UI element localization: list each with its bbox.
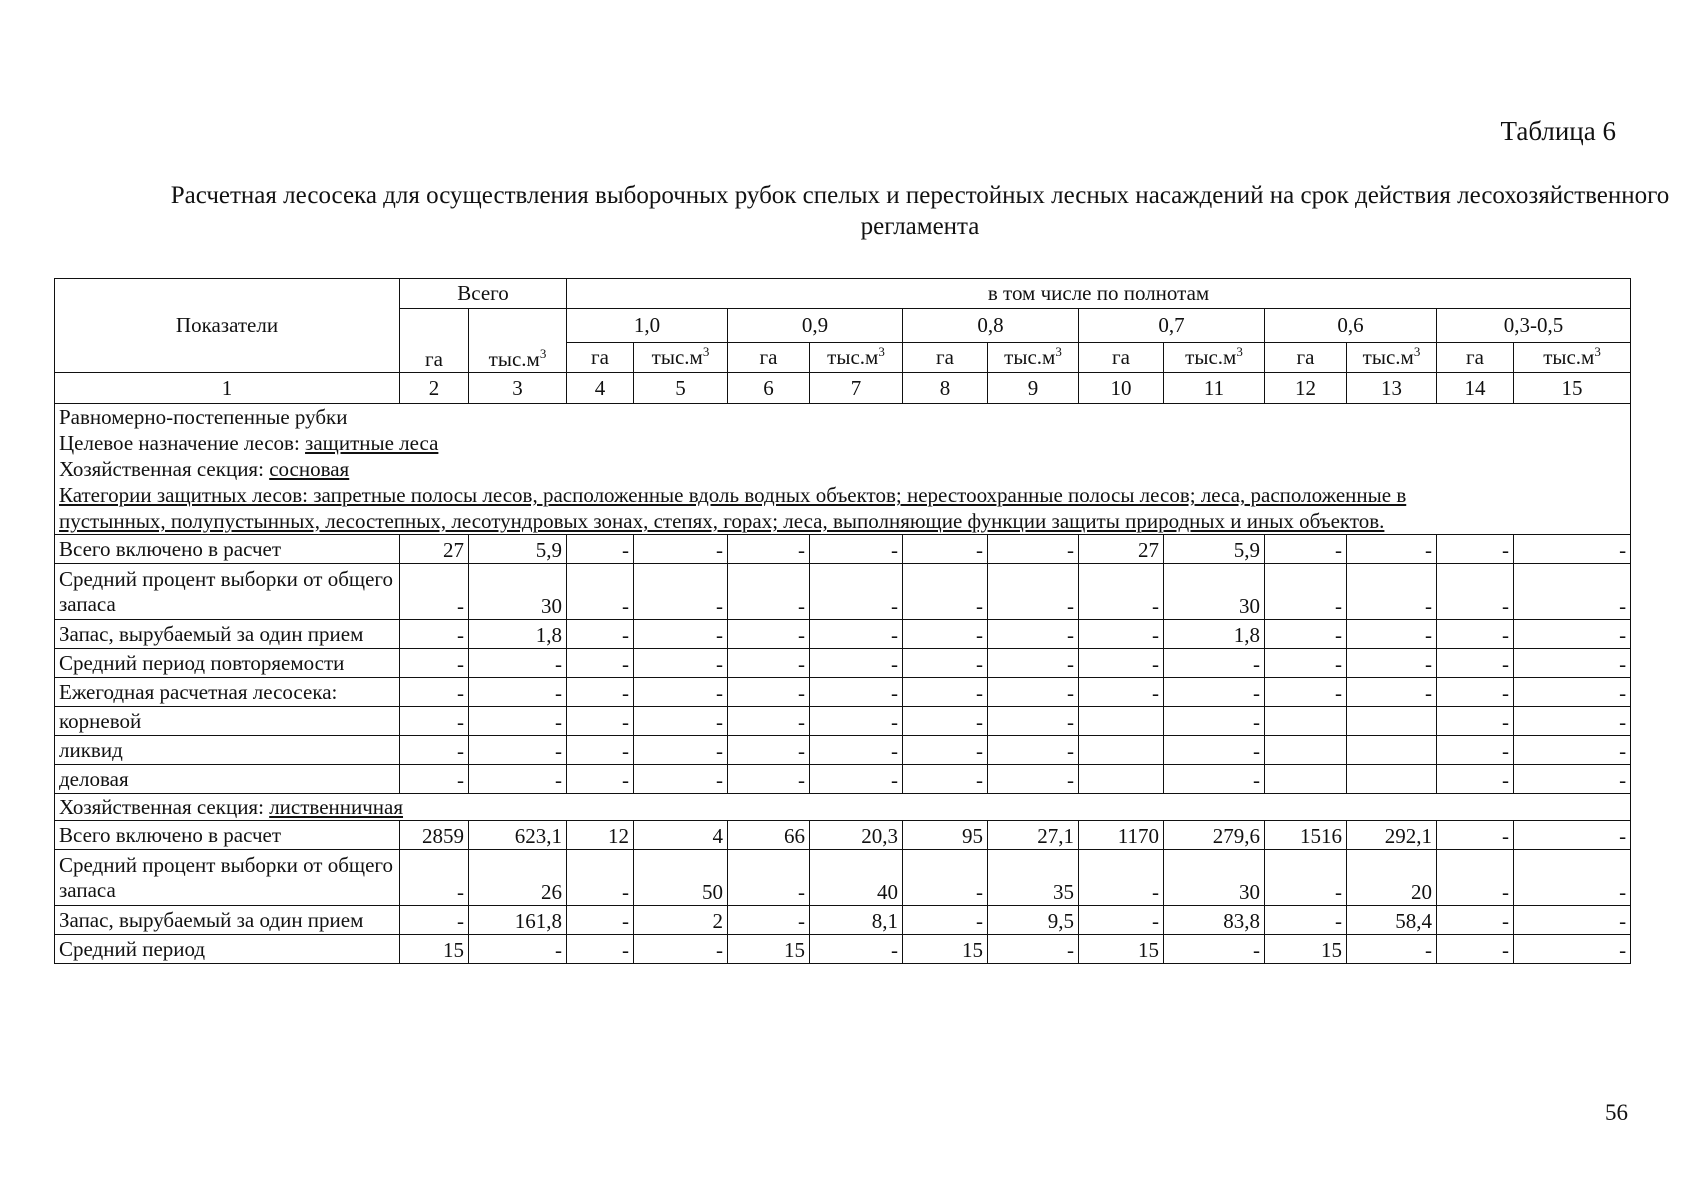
- unit-ha-header: га: [1437, 343, 1514, 373]
- table-cell: -: [903, 850, 988, 906]
- column-number: 8: [903, 373, 988, 404]
- row-label: ликвид: [55, 736, 400, 765]
- table-cell: -: [1437, 821, 1514, 850]
- table-cell: [1079, 736, 1164, 765]
- table-cell: -: [400, 765, 469, 794]
- row-label: Ежегодная расчетная лесосека:: [55, 678, 400, 707]
- table-cell: -: [567, 765, 634, 794]
- table-cell: -: [903, 707, 988, 736]
- table-cell: 9,5: [988, 906, 1079, 935]
- table-cell: 15: [400, 935, 469, 964]
- table-cell: [1265, 765, 1347, 794]
- table-cell: -: [810, 649, 903, 678]
- row-label: Запас, вырубаемый за один прием: [55, 906, 400, 935]
- table-cell: -: [567, 620, 634, 649]
- table-cell: 4: [634, 821, 728, 850]
- table-cell: -: [567, 736, 634, 765]
- total-header: Всего: [400, 279, 567, 309]
- table-cell: -: [1514, 736, 1631, 765]
- table-cell: -: [400, 678, 469, 707]
- table-cell: 20,3: [810, 821, 903, 850]
- unit-ha-header: га: [567, 343, 634, 373]
- table-row: [55, 707, 1631, 736]
- table-cell: -: [1514, 678, 1631, 707]
- table-cell: -: [567, 906, 634, 935]
- unit-ha-header: га: [1265, 343, 1347, 373]
- table-cell: -: [810, 765, 903, 794]
- unit-vol-header: $тыс.м^3$: [634, 343, 728, 373]
- table-cell: 50: [634, 850, 728, 906]
- table-cell: -: [400, 620, 469, 649]
- table-cell: -: [400, 564, 469, 620]
- density-header: 0,6: [1265, 309, 1437, 343]
- table-cell: -: [469, 707, 567, 736]
- section-header-row: [55, 794, 1631, 821]
- table-cell: 30: [1164, 564, 1265, 620]
- unit-vol-header: $тыс.м^3$: [810, 343, 903, 373]
- table-cell: -: [1164, 678, 1265, 707]
- table-row: [55, 535, 1631, 564]
- row-label: корневой: [55, 707, 400, 736]
- table-cell: -: [1437, 535, 1514, 564]
- row-label: Средний процент выборки от общего запаса: [55, 850, 400, 906]
- section-header-row: [55, 404, 1631, 535]
- table-cell: -: [1079, 678, 1164, 707]
- table-cell: -: [567, 678, 634, 707]
- column-number: 15: [1514, 373, 1631, 404]
- column-number: 2: [400, 373, 469, 404]
- column-number: 4: [567, 373, 634, 404]
- table-cell: 26: [469, 850, 567, 906]
- unit-vol-header: $тыс.м^3$: [469, 309, 567, 373]
- table-cell: [1079, 707, 1164, 736]
- table-cell: -: [988, 678, 1079, 707]
- table-cell: -: [469, 678, 567, 707]
- unit-vol-header: $тыс.м^3$: [1164, 343, 1265, 373]
- row-label: Запас, вырубаемый за один прием: [55, 620, 400, 649]
- table-cell: 30: [1164, 850, 1265, 906]
- table-cell: -: [400, 850, 469, 906]
- table-row: [55, 649, 1631, 678]
- table-cell: -: [903, 765, 988, 794]
- table-cell: 83,8: [1164, 906, 1265, 935]
- density-header: 0,7: [1079, 309, 1265, 343]
- table-cell: -: [810, 620, 903, 649]
- table-cell: -: [903, 620, 988, 649]
- table-cell: -: [634, 736, 728, 765]
- unit-ha-header: га: [728, 343, 810, 373]
- table-row: [55, 620, 1631, 649]
- column-number: 14: [1437, 373, 1514, 404]
- table-cell: [1347, 707, 1437, 736]
- density-header: 0,9: [728, 309, 903, 343]
- table-cell: -: [1437, 649, 1514, 678]
- table-cell: -: [1437, 707, 1514, 736]
- table-cell: -: [1164, 707, 1265, 736]
- table-cell: 30: [469, 564, 567, 620]
- table-cell: -: [1079, 564, 1164, 620]
- row-label: Средний процент выборки от общего запаса: [55, 564, 400, 620]
- table-cell: -: [903, 736, 988, 765]
- table-row: [55, 850, 1631, 906]
- table-cell: -: [810, 935, 903, 964]
- table-row: [55, 765, 1631, 794]
- table-cell: 623,1: [469, 821, 567, 850]
- table-cell: -: [1265, 850, 1347, 906]
- table-cell: 1516: [1265, 821, 1347, 850]
- table-row: [55, 821, 1631, 850]
- table-cell: -: [1514, 535, 1631, 564]
- table-cell: [1265, 736, 1347, 765]
- table-cell: -: [1347, 935, 1437, 964]
- section-header: [55, 794, 1631, 821]
- table-cell: -: [567, 707, 634, 736]
- table-row: [55, 678, 1631, 707]
- table-cell: 15: [728, 935, 810, 964]
- table-cell: -: [1514, 850, 1631, 906]
- table-cell: -: [1265, 678, 1347, 707]
- table-cell: -: [903, 564, 988, 620]
- table-cell: 66: [728, 821, 810, 850]
- table-cell: -: [469, 765, 567, 794]
- page-number: 56: [1605, 1100, 1628, 1125]
- section-line: Хозяйственная секция: лиственничная: [59, 795, 404, 819]
- table-cell: -: [634, 535, 728, 564]
- table-cell: -: [1347, 620, 1437, 649]
- table-cell: -: [1514, 707, 1631, 736]
- column-number: 13: [1347, 373, 1437, 404]
- table-cell: -: [400, 649, 469, 678]
- column-number: 5: [634, 373, 728, 404]
- unit-ha-header: га: [400, 309, 469, 373]
- table-cell: -: [469, 935, 567, 964]
- table-row: [55, 736, 1631, 765]
- table-cell: -: [1079, 850, 1164, 906]
- table-cell: 12: [567, 821, 634, 850]
- table-cell: -: [567, 935, 634, 964]
- table-cell: 27,1: [988, 821, 1079, 850]
- table-cell: -: [469, 736, 567, 765]
- table-label: Таблица 6: [1500, 116, 1616, 146]
- table-cell: -: [567, 564, 634, 620]
- section-line: Категории защитных лесов: запретные полосы лесов, расположенные вдоль водных объектов; нерестоохранные полосы лесов; леса, расположенные в: [59, 483, 1407, 507]
- table-cell: -: [728, 649, 810, 678]
- column-number: 11: [1164, 373, 1265, 404]
- table-cell: 161,8: [469, 906, 567, 935]
- column-number: 10: [1079, 373, 1164, 404]
- table-cell: -: [1347, 564, 1437, 620]
- table-cell: -: [567, 535, 634, 564]
- table-cell: -: [728, 736, 810, 765]
- by-density-header: в том числе по полнотам: [567, 279, 1631, 309]
- table-cell: -: [988, 564, 1079, 620]
- unit-ha-header: га: [903, 343, 988, 373]
- table-cell: 1,8: [1164, 620, 1265, 649]
- table-cell: -: [1514, 906, 1631, 935]
- table-cell: -: [634, 678, 728, 707]
- table-cell: -: [810, 535, 903, 564]
- table-cell: -: [728, 535, 810, 564]
- column-number: 6: [728, 373, 810, 404]
- table-cell: 279,6: [1164, 821, 1265, 850]
- table-cell: -: [988, 620, 1079, 649]
- indicators-header: Показатели: [55, 279, 400, 373]
- table-cell: -: [1514, 821, 1631, 850]
- table-cell: -: [903, 535, 988, 564]
- table-cell: -: [1514, 765, 1631, 794]
- row-label: деловая: [55, 765, 400, 794]
- table-cell: 2859: [400, 821, 469, 850]
- section-line: Равномерно-постепенные рубки: [59, 405, 348, 429]
- table-cell: 35: [988, 850, 1079, 906]
- unit-vol-header: $тыс.м^3$: [1514, 343, 1631, 373]
- table-cell: -: [400, 736, 469, 765]
- density-header: 0,8: [903, 309, 1079, 343]
- table-cell: -: [400, 707, 469, 736]
- table-cell: 95: [903, 821, 988, 850]
- table-cell: 8,1: [810, 906, 903, 935]
- column-number: 9: [988, 373, 1079, 404]
- table-cell: -: [634, 649, 728, 678]
- table-cell: -: [1347, 649, 1437, 678]
- table-cell: -: [1437, 765, 1514, 794]
- table-cell: -: [400, 906, 469, 935]
- table-cell: -: [903, 649, 988, 678]
- table-cell: 15: [1079, 935, 1164, 964]
- table-cell: -: [469, 649, 567, 678]
- table-cell: [1347, 736, 1437, 765]
- table-cell: -: [1164, 736, 1265, 765]
- table-cell: -: [1265, 564, 1347, 620]
- table-cell: 58,4: [1347, 906, 1437, 935]
- table-cell: -: [1079, 649, 1164, 678]
- table-cell: -: [1514, 649, 1631, 678]
- table-cell: -: [728, 765, 810, 794]
- section-header: [55, 404, 1631, 535]
- table-cell: -: [728, 678, 810, 707]
- table-cell: -: [1079, 620, 1164, 649]
- table-cell: -: [1079, 906, 1164, 935]
- column-number: 1: [55, 373, 400, 404]
- table-title: Расчетная лесосека для осуществления выборочных рубок спелых и перестойных лесных насаждений на срок действия лесохозяйственного регламента: [170, 182, 1670, 240]
- table-cell: -: [634, 765, 728, 794]
- table-cell: -: [810, 564, 903, 620]
- column-number: 3: [469, 373, 567, 404]
- table-cell: 15: [1265, 935, 1347, 964]
- table-cell: [1347, 765, 1437, 794]
- table-cell: 27: [400, 535, 469, 564]
- table-cell: -: [1437, 678, 1514, 707]
- density-header: 0,3-0,5: [1437, 309, 1631, 343]
- table-cell: -: [1437, 620, 1514, 649]
- allowable-cut-table: [54, 278, 1631, 964]
- row-label: Средний период повторяемости: [55, 649, 400, 678]
- section-line: Хозяйственная секция: сосновая: [59, 457, 350, 481]
- table-row: [55, 906, 1631, 935]
- row-label: Всего включено в расчет: [55, 821, 400, 850]
- table-cell: -: [634, 620, 728, 649]
- table-cell: 5,9: [469, 535, 567, 564]
- table-cell: -: [1437, 564, 1514, 620]
- table-cell: -: [728, 564, 810, 620]
- table-cell: -: [634, 935, 728, 964]
- table-cell: 5,9: [1164, 535, 1265, 564]
- table-cell: -: [1514, 935, 1631, 964]
- table-cell: -: [728, 620, 810, 649]
- table-cell: [1265, 707, 1347, 736]
- column-number-row: [55, 373, 1631, 404]
- table-cell: -: [810, 736, 903, 765]
- table-cell: -: [988, 935, 1079, 964]
- table-cell: 2: [634, 906, 728, 935]
- table-cell: -: [903, 906, 988, 935]
- table-cell: -: [1265, 535, 1347, 564]
- section-line: Целевое назначение лесов: защитные леса: [59, 431, 439, 455]
- table-row: [55, 564, 1631, 620]
- table-cell: -: [567, 850, 634, 906]
- row-label: Средний период: [55, 935, 400, 964]
- table-cell: -: [988, 649, 1079, 678]
- table-cell: 292,1: [1347, 821, 1437, 850]
- table-cell: 1170: [1079, 821, 1164, 850]
- section-line: пустынных, полупустынных, лесостепных, лесотундровых зонах, степях, горах; леса, выполняющие функции защиты природных и иных объектов.: [59, 509, 1385, 533]
- table-cell: -: [634, 564, 728, 620]
- row-label: Всего включено в расчет: [55, 535, 400, 564]
- table-cell: -: [1347, 678, 1437, 707]
- table-cell: -: [728, 906, 810, 935]
- column-number: 7: [810, 373, 903, 404]
- table-cell: -: [1514, 620, 1631, 649]
- table-cell: 1,8: [469, 620, 567, 649]
- table-cell: -: [1265, 649, 1347, 678]
- table-cell: -: [634, 707, 728, 736]
- table-cell: -: [1265, 620, 1347, 649]
- density-header: 1,0: [567, 309, 728, 343]
- table-cell: -: [1437, 906, 1514, 935]
- table-cell: -: [988, 535, 1079, 564]
- table-cell: -: [1347, 535, 1437, 564]
- table-cell: 27: [1079, 535, 1164, 564]
- table-cell: -: [810, 678, 903, 707]
- table-cell: -: [1164, 649, 1265, 678]
- table-cell: -: [1265, 906, 1347, 935]
- table-cell: -: [567, 649, 634, 678]
- column-number: 12: [1265, 373, 1347, 404]
- table-cell: 40: [810, 850, 903, 906]
- table-cell: -: [728, 850, 810, 906]
- table-cell: -: [1164, 765, 1265, 794]
- unit-ha-header: га: [1079, 343, 1164, 373]
- table-cell: -: [1437, 850, 1514, 906]
- table-cell: -: [988, 736, 1079, 765]
- table-row: [55, 935, 1631, 964]
- table-cell: -: [1437, 935, 1514, 964]
- table-cell: -: [1164, 935, 1265, 964]
- table-cell: -: [728, 707, 810, 736]
- unit-vol-header: $тыс.м^3$: [988, 343, 1079, 373]
- table-cell: -: [810, 707, 903, 736]
- table-cell: 15: [903, 935, 988, 964]
- unit-vol-header: $тыс.м^3$: [1347, 343, 1437, 373]
- table-cell: -: [903, 678, 988, 707]
- table-cell: -: [988, 765, 1079, 794]
- header-row-top: [55, 279, 1631, 309]
- table-cell: -: [1514, 564, 1631, 620]
- table-cell: 20: [1347, 850, 1437, 906]
- table-cell: -: [988, 707, 1079, 736]
- table-cell: [1079, 765, 1164, 794]
- table-cell: -: [1437, 736, 1514, 765]
- table-body: [55, 404, 1631, 964]
